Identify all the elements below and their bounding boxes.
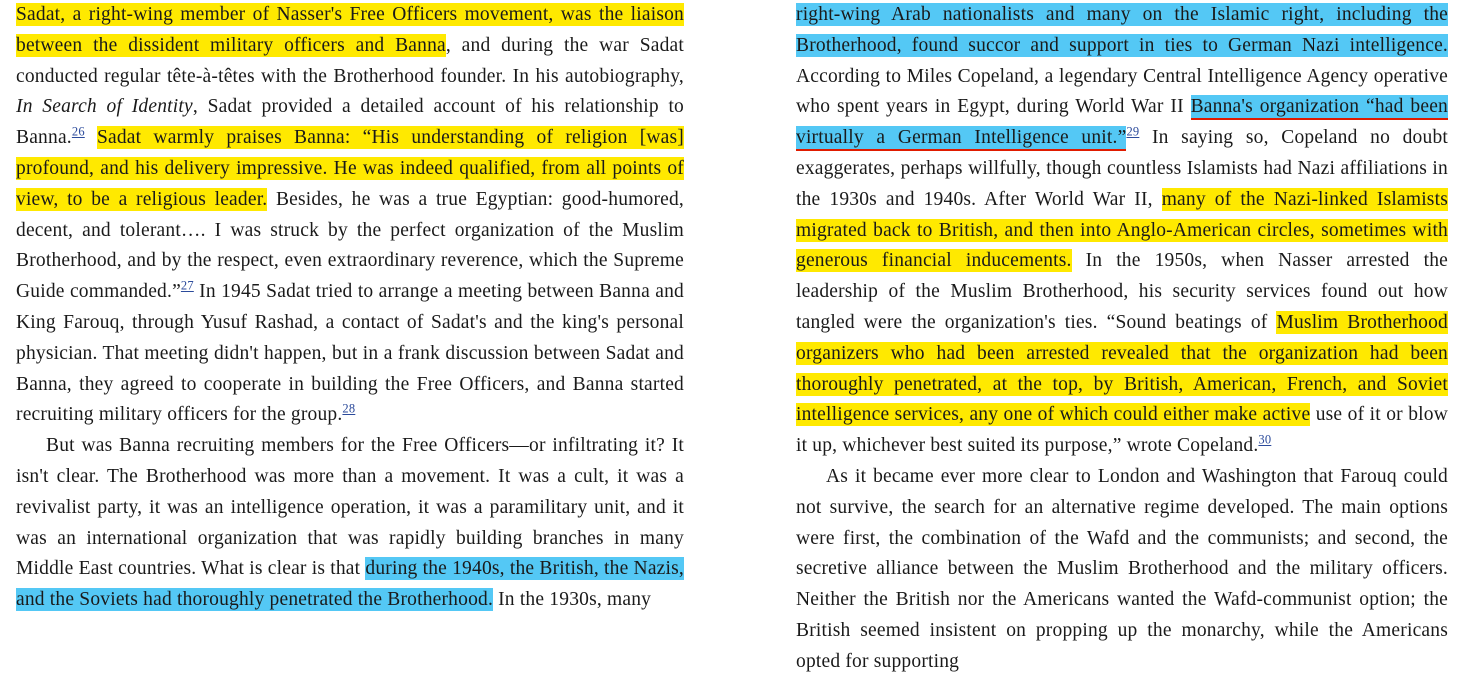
left-p1-seg7: In 1945 Sadat tried to arrange a meeting between Banna and King Farouq, through Yusuf Rashad, a contact of Sadat's and the king's personal physician. That meeting didn't happen, but in a frank discussion between Sadat and Banna, they agreed to cooperate in building the Free Officers, and Banna started recruiting military officers for the group. — [16, 281, 684, 426]
left-column — [0, 0, 684, 647]
right-paragraph-2: As it became ever more clear to London and Washington that Farouq could not survive, the search for an alternative regime developed. The main options were first, the combination of the Wafd and the communists; and second, the secretive alliance between the Muslim Brotherhood and the military officers. Neither the British nor the Americans wanted the Wafd-communist option; the British seemed insistent on propping up the monarchy, while the Americans opted for supporting — [796, 465, 1448, 672]
footnote-marker-28[interactable]: 28 — [342, 401, 356, 416]
highlight-blue-nazi-intelligence-ties: right-wing Arab nationalists and many on the Islamic right, including the Brotherhood, found succor and support in ties to German Nazi intelligence. — [796, 4, 1448, 56]
right-p1-seg8: use of it or blow it up, whichever best suited its purpose,” wrote Copeland. — [796, 404, 1448, 457]
footnote-marker-30[interactable]: 30 — [1258, 432, 1272, 447]
footnote-marker-29[interactable]: 29 — [1126, 124, 1140, 139]
highlight-yellow-brotherhood-penetrated: Muslim Brotherhood organizers who had been arrested revealed that the organization had been thoroughly penetrated, at the top, by British, American, French, and Soviet intelligence services, any one of which could either make active — [796, 311, 1448, 426]
left-p1-seg2: , and during the war Sadat conducted regular tête-à-têtes with the Brotherhood founder. In his autobiography, — [16, 34, 684, 87]
right-p1-seg2: According to Miles Copeland, a legendary Central Intelligence Agency operative who spent years in Egypt, during World War II — [796, 65, 1448, 118]
left-p1-seg4: , Sadat provided a detailed account of his relationship to Banna. — [16, 96, 684, 149]
left-p2-seg3: In the 1930s, many — [493, 589, 652, 611]
footnote-marker-26[interactable]: 26 — [71, 124, 85, 139]
highlight-yellow-sadat-liaison: Sadat, a right-wing member of Nasser's Free Officers movement, was the liaison between the dissident military officers and Banna — [16, 4, 684, 56]
left-paragraph-1 — [16, 0, 684, 431]
right-column — [796, 0, 1464, 672]
left-p1-seg6: Besides, he was a true Egyptian: good-humored, decent, and tolerant…. I was struck by the perfect organization of the Muslim Brotherhood, and by the respect, even extraordinary reverence, which the Supreme Guide commanded.” — [16, 188, 684, 303]
highlight-yellow-sadat-praises-banna: Sadat warmly praises Banna: “His understanding of religion [was] profound, and his delivery impressive. He was indeed qualified, from all points of view, to be a religious leader. — [16, 127, 684, 210]
left-p2-seg1: But was Banna recruiting members for the Free Officers—or infiltrating it? It isn't clear. The Brotherhood was more than a movement. It was a cult, it was a revivalist party, it was an intelligence operation, it was a paramilitary unit, and it was an international organization that was rapidly building branches in many Middle East countries. What is clear is that — [16, 435, 684, 580]
highlight-blue-penetrated-brotherhood: during the 1940s, the British, the Nazis, and the Soviets had thoroughly penetrated the Brotherhood. — [16, 558, 684, 611]
right-p1-seg4: In saying so, Copeland no doubt exaggerates, perhaps willfully, though countless Islamists had Nazi affiliations in the 1930s and 1940s. After World War II, — [796, 127, 1449, 210]
right-paragraph-1 — [796, 0, 1448, 462]
right-p1-seg6: In the 1950s, when Nasser arrested the leadership of the Muslim Brotherhood, his security services found out how tangled were the organization's ties. “Sound beatings of — [796, 250, 1448, 333]
highlight-blue-underline-red-german-intelligence-unit: Banna's organization “had been virtually a German Intelligence unit.” — [796, 95, 1448, 151]
highlight-yellow-nazi-linked-islamists: many of the Nazi-linked Islamists migrated back to British, and then into Anglo-American circles, sometimes with generous financial inducements. — [796, 188, 1448, 272]
left-paragraph-2 — [16, 431, 684, 616]
footnote-marker-27[interactable]: 27 — [180, 278, 194, 293]
book-title-in-search-of-identity: In Search of Identity — [16, 96, 193, 118]
